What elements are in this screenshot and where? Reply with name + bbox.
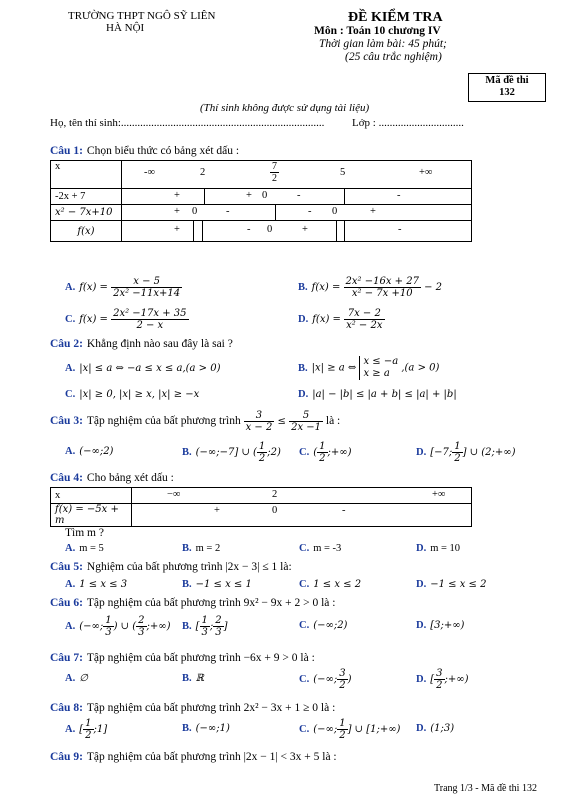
- option-text: (−∞;2): [79, 446, 114, 457]
- row-label: f(x): [51, 221, 122, 242]
- page-footer: Trang 1/3 - Mã đề thi 132: [434, 783, 537, 794]
- notice: (Thí sinh không được sử dụng tài liệu): [200, 102, 370, 114]
- q2-option-c[interactable]: C. |x| ≥ 0, |x| ≥ x, |x| ≥ −x: [65, 389, 200, 400]
- school-name: TRƯỜNG THPT NGÔ SỸ LIÊN: [68, 10, 216, 22]
- q8-option-a[interactable]: A. [ $\frac{1}{2}$ ;1]: [65, 718, 108, 741]
- x-values-row: [122, 161, 472, 189]
- question-label: Câu 9:: [50, 751, 83, 763]
- question-3: Câu 3: Tập nghiệm của bất phương trình $\frac{3}{x - 2}$ ≤ $\frac{5}{2x -1}$ là :: [50, 410, 341, 433]
- q4-option-c[interactable]: C. m = -3: [299, 543, 342, 554]
- option-text: ∅: [79, 673, 88, 684]
- q7-option-d[interactable]: D. [ $\frac{3}{2}$ ;+∞): [416, 668, 469, 691]
- q5-option-a[interactable]: A. 1 ≤ x ≤ 3: [65, 579, 128, 590]
- q1-option-d[interactable]: D. f(x) = $\frac{7x - 2}{\text{x² − 2x}}$: [298, 308, 383, 331]
- q7-option-c[interactable]: C. (−∞; $\frac{3}{2}$ ): [299, 668, 352, 691]
- q6-option-a[interactable]: A. (−∞; $\frac{1}{3}$ ) ∪ ( $\frac{2}{3}$ ;+∞): [65, 615, 171, 638]
- option-text: |x| ≤ a ⇔ −a ≤ x ≤ a,(a > 0): [79, 363, 221, 374]
- exam-title: ĐỀ KIỂM TRA: [348, 10, 443, 25]
- q3-option-c[interactable]: C. ( $\frac{1}{2}$ ;+∞): [299, 441, 352, 464]
- question-text: Nghiệm của bất phương trình |2x − 3| ≤ 1 là:: [86, 561, 292, 573]
- option-text: 1 ≤ x ≤ 2: [313, 579, 362, 590]
- option-text: ℝ: [195, 673, 204, 684]
- x-label: x: [51, 161, 122, 189]
- q7-option-a[interactable]: A. ∅: [65, 673, 88, 684]
- q5-option-c[interactable]: C. 1 ≤ x ≤ 2: [299, 579, 362, 590]
- question-label: Câu 7:: [50, 652, 83, 664]
- x-val: +∞: [432, 489, 446, 500]
- option-text: −1 ≤ x ≤ 1: [195, 579, 252, 590]
- q2-option-b[interactable]: B. |x| ≥ a ⇔ x ≤ −a x ≥ a ,(a > 0): [298, 356, 440, 379]
- row-label: f(x) = −5x + m: [51, 504, 132, 527]
- question-text: Tập nghiệm của bất phương trình 9x² − 9x + 2 > 0 là :: [86, 597, 336, 609]
- q3-option-a[interactable]: A. (−∞;2): [65, 446, 114, 457]
- question-6: [50, 597, 335, 609]
- sign-table-q1: [50, 160, 472, 242]
- question-9: [50, 751, 337, 763]
- question-4: [50, 472, 174, 484]
- question-5: [50, 561, 292, 573]
- x-val: +∞: [419, 167, 433, 178]
- x-val: 2: [272, 489, 278, 500]
- option-text: m = 10: [430, 543, 461, 554]
- exam-duration: Thời gian làm bài: 45 phút;: [319, 38, 447, 50]
- option-text: (−∞;1): [195, 723, 230, 734]
- q2-option-a[interactable]: A. |x| ≤ a ⇔ −a ≤ x ≤ a,(a > 0): [65, 363, 221, 374]
- option-text: m = 5: [79, 543, 104, 554]
- exam-code-label: Mã đề thi: [485, 75, 529, 86]
- sign-table-q4: [50, 487, 472, 527]
- x-values-row: [132, 488, 472, 504]
- option-text: 1 ≤ x ≤ 3: [79, 579, 128, 590]
- option-text: −1 ≤ x ≤ 2: [430, 579, 487, 590]
- question-label: Câu 4:: [50, 472, 83, 484]
- q1-option-c[interactable]: C. f(x) = $\frac{\text{2x² −17x + 35}}{2 - x}$: [65, 308, 187, 331]
- q2-option-d[interactable]: D. |a| − |b| ≤ |a + b| ≤ |a| + |b|: [298, 389, 457, 400]
- option-text: [3;+∞): [430, 620, 465, 631]
- x-val: 5: [340, 167, 346, 178]
- question-text: Tập nghiệm của bất phương trình |2x − 1| < 3x + 5 là :: [86, 751, 337, 763]
- option-text: |x| ≥ 0, |x| ≥ x, |x| ≥ −x: [79, 389, 200, 400]
- sign-row: + + 0 - -: [122, 189, 472, 205]
- option-text: m = -3: [313, 543, 342, 554]
- q1-option-a[interactable]: A. f(x) = $\frac{x - 5}{\text{2x² −11x+14}}$: [65, 276, 181, 299]
- x-label: x: [51, 488, 132, 504]
- question-7: [50, 652, 315, 664]
- x-val-fraction: $\frac{7}{2}$: [272, 161, 277, 184]
- question-text: Chọn biểu thức có bảng xét dấu :: [86, 145, 240, 157]
- question-1: [50, 145, 239, 157]
- q5-option-b[interactable]: B. −1 ≤ x ≤ 1: [182, 579, 252, 590]
- class-line: Lớp : ...............................: [352, 117, 464, 129]
- question-4-ask: Tìm m ?: [65, 527, 104, 539]
- q7-option-b[interactable]: B. ℝ: [182, 673, 204, 684]
- option-text: (1;3): [430, 723, 455, 734]
- question-label: Câu 5:: [50, 561, 83, 573]
- sign-row: + 0 -: [132, 504, 472, 527]
- q8-option-d[interactable]: D. (1;3): [416, 723, 455, 734]
- question-label: Câu 2:: [50, 338, 83, 350]
- q5-option-d[interactable]: D. −1 ≤ x ≤ 2: [416, 579, 487, 590]
- row-label: x² − 7x+10: [51, 205, 122, 221]
- x-val: 2: [200, 167, 206, 178]
- sign-row: + - 0 + -: [122, 221, 472, 242]
- q4-option-b[interactable]: B. m = 2: [182, 543, 221, 554]
- option-text: (−∞;2): [313, 620, 348, 631]
- question-2: [50, 338, 233, 350]
- student-name-line: Họ, tên thí sinh:..........................................................................: [50, 117, 325, 129]
- question-text: Tập nghiệm của bất phương trình 2x² − 3x + 1 ≥ 0 là :: [86, 702, 336, 714]
- sign-row: + 0 - - 0 +: [122, 205, 472, 221]
- question-8: [50, 702, 335, 714]
- x-val: -∞: [144, 167, 155, 178]
- question-text: Tập nghiệm của bất phương trình −6x + 9 > 0 là :: [86, 652, 315, 664]
- q8-option-b[interactable]: B. (−∞;1): [182, 723, 230, 734]
- exam-code-value: 132: [499, 87, 515, 98]
- exam-code-box: [468, 73, 546, 102]
- q4-option-a[interactable]: A. m = 5: [65, 543, 104, 554]
- x-val: −∞: [167, 489, 181, 500]
- q8-option-c[interactable]: C. (−∞; $\frac{1}{2}$ ] ∪ [1;+∞): [299, 718, 401, 741]
- q1-option-b[interactable]: B. f(x) = $\frac{\text{2x² −16x + 27}}{\text{x² − 7x +10}}$ − 2: [298, 276, 443, 299]
- q6-option-b[interactable]: B. [ $\frac{1}{3}$ ; $\frac{2}{3}$ ]: [182, 615, 228, 638]
- school-city: HÀ NỘI: [106, 22, 145, 34]
- question-label: Câu 3:: [50, 415, 83, 428]
- option-text: |a| − |b| ≤ |a + b| ≤ |a| + |b|: [312, 389, 457, 400]
- question-label: Câu 1:: [50, 145, 83, 157]
- question-text: Cho bảng xét dấu :: [86, 472, 174, 484]
- q6-option-c[interactable]: C. (−∞;2): [299, 620, 348, 631]
- question-label: Câu 6:: [50, 597, 83, 609]
- q4-option-d[interactable]: D. m = 10: [416, 543, 461, 554]
- exam-subject: Môn : Toán 10 chương IV: [314, 25, 441, 37]
- q6-option-d[interactable]: D. [3;+∞): [416, 620, 465, 631]
- question-label: Câu 8:: [50, 702, 83, 714]
- q3-option-b[interactable]: B. (−∞;−7] ∪ ( $\frac{1}{2}$ ;2): [182, 441, 281, 464]
- question-count: (25 câu trắc nghiệm): [345, 51, 442, 63]
- row-label: -2x + 7: [51, 189, 122, 205]
- question-text: Khẳng định nào sau đây là sai ?: [86, 338, 233, 350]
- q3-option-d[interactable]: D. [−7; $\frac{1}{2}$ ] ∪ (2;+∞): [416, 441, 516, 464]
- option-text: m = 2: [195, 543, 221, 554]
